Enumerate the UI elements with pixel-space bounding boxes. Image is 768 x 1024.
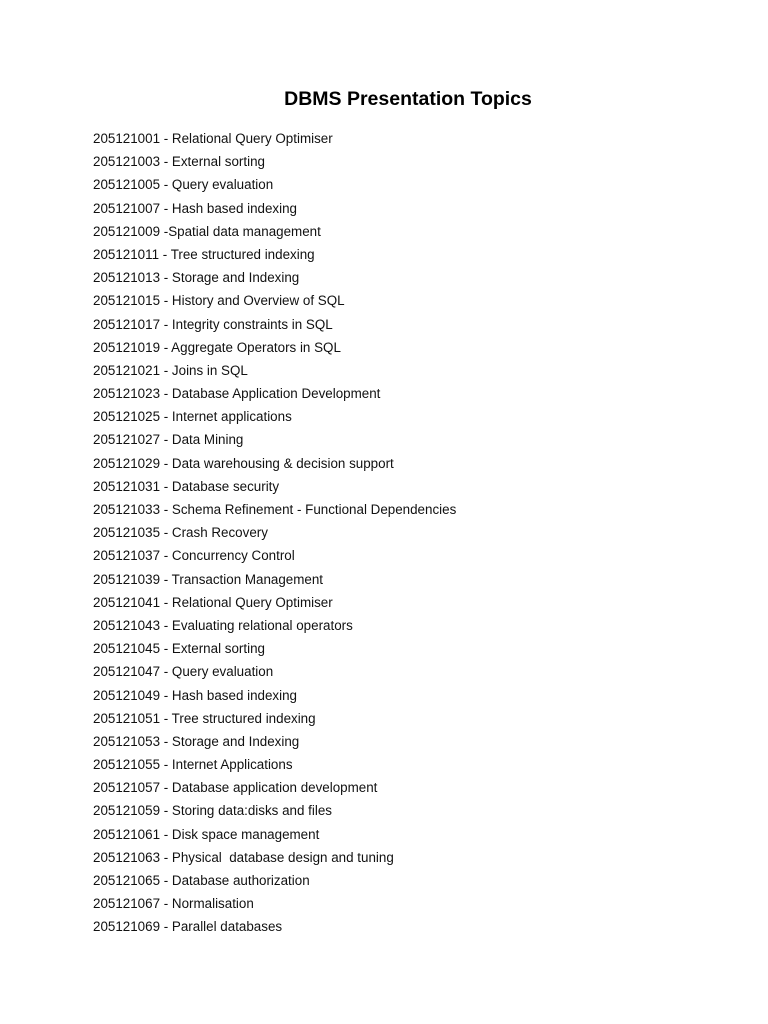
topic-item: 205121033 - Schema Refinement - Functional Dependencies: [93, 502, 457, 517]
topic-item: 205121031 - Database security: [93, 478, 280, 494]
topic-item: 205121011 - Tree structured indexing: [93, 246, 315, 262]
topic-item: 205121003 - External sorting: [93, 154, 265, 170]
topic-item: 205121067 - Normalisation: [93, 896, 254, 912]
topic-item: 205121059 - Storing data:disks and files: [93, 803, 332, 819]
topic-item: 205121057 - Database application development: [93, 780, 378, 796]
topic-item: 205121069 - Parallel databases: [93, 919, 283, 935]
topic-item: 205121039 - Transaction Management: [93, 571, 324, 587]
topic-item: 205121027 - Data Mining: [93, 432, 244, 448]
topic-item: 205121049 - Hash based indexing: [93, 687, 297, 703]
topic-item: 205121037 - Concurrency Control: [93, 548, 295, 564]
topic-list: [93, 127, 456, 939]
topic-item: 205121035 - Crash Recovery: [93, 525, 268, 541]
topic-item: 205121055 - Internet Applications: [93, 757, 293, 773]
topic-item: 205121045 - External sorting: [93, 641, 265, 657]
topic-item: 205121023 - Database Application Development: [93, 386, 381, 402]
topic-item: 205121019 - Aggregate Operators in SQL: [93, 339, 341, 355]
page-title: DBMS Presentation Topics: [284, 88, 532, 110]
topic-item: 205121041 - Relational Query Optimiser: [93, 594, 333, 610]
topic-item: 205121009 -Spatial data management: [93, 223, 321, 239]
topic-item: 205121007 - Hash based indexing: [93, 200, 297, 216]
topic-item: 205121043 - Evaluating relational operators: [93, 617, 353, 633]
topic-item: 205121047 - Query evaluation: [93, 664, 274, 680]
topic-item: 205121061 - Disk space management: [93, 826, 320, 842]
topic-item: 205121025 - Internet applications: [93, 409, 292, 425]
topic-item: 205121065 - Database authorization: [93, 873, 310, 888]
topic-item: 205121017 - Integrity constraints in SQL: [93, 316, 333, 332]
topic-item: 205121021 - Joins in SQL: [93, 362, 248, 378]
topic-item: 205121063 - Physical database design and tuning: [93, 849, 394, 865]
topic-item: 205121015 - History and Overview of SQL: [93, 293, 345, 309]
topic-item: 205121029 - Data warehousing & decision support: [93, 455, 394, 471]
topic-item: 205121051 - Tree structured indexing: [93, 710, 316, 726]
topic-item: 205121013 - Storage and Indexing: [93, 270, 300, 286]
topic-item: 205121005 - Query evaluation: [93, 177, 274, 193]
topic-item: 205121001 - Relational Query Optimiser: [93, 131, 333, 146]
topic-item: 205121053 - Storage and Indexing: [93, 733, 300, 749]
